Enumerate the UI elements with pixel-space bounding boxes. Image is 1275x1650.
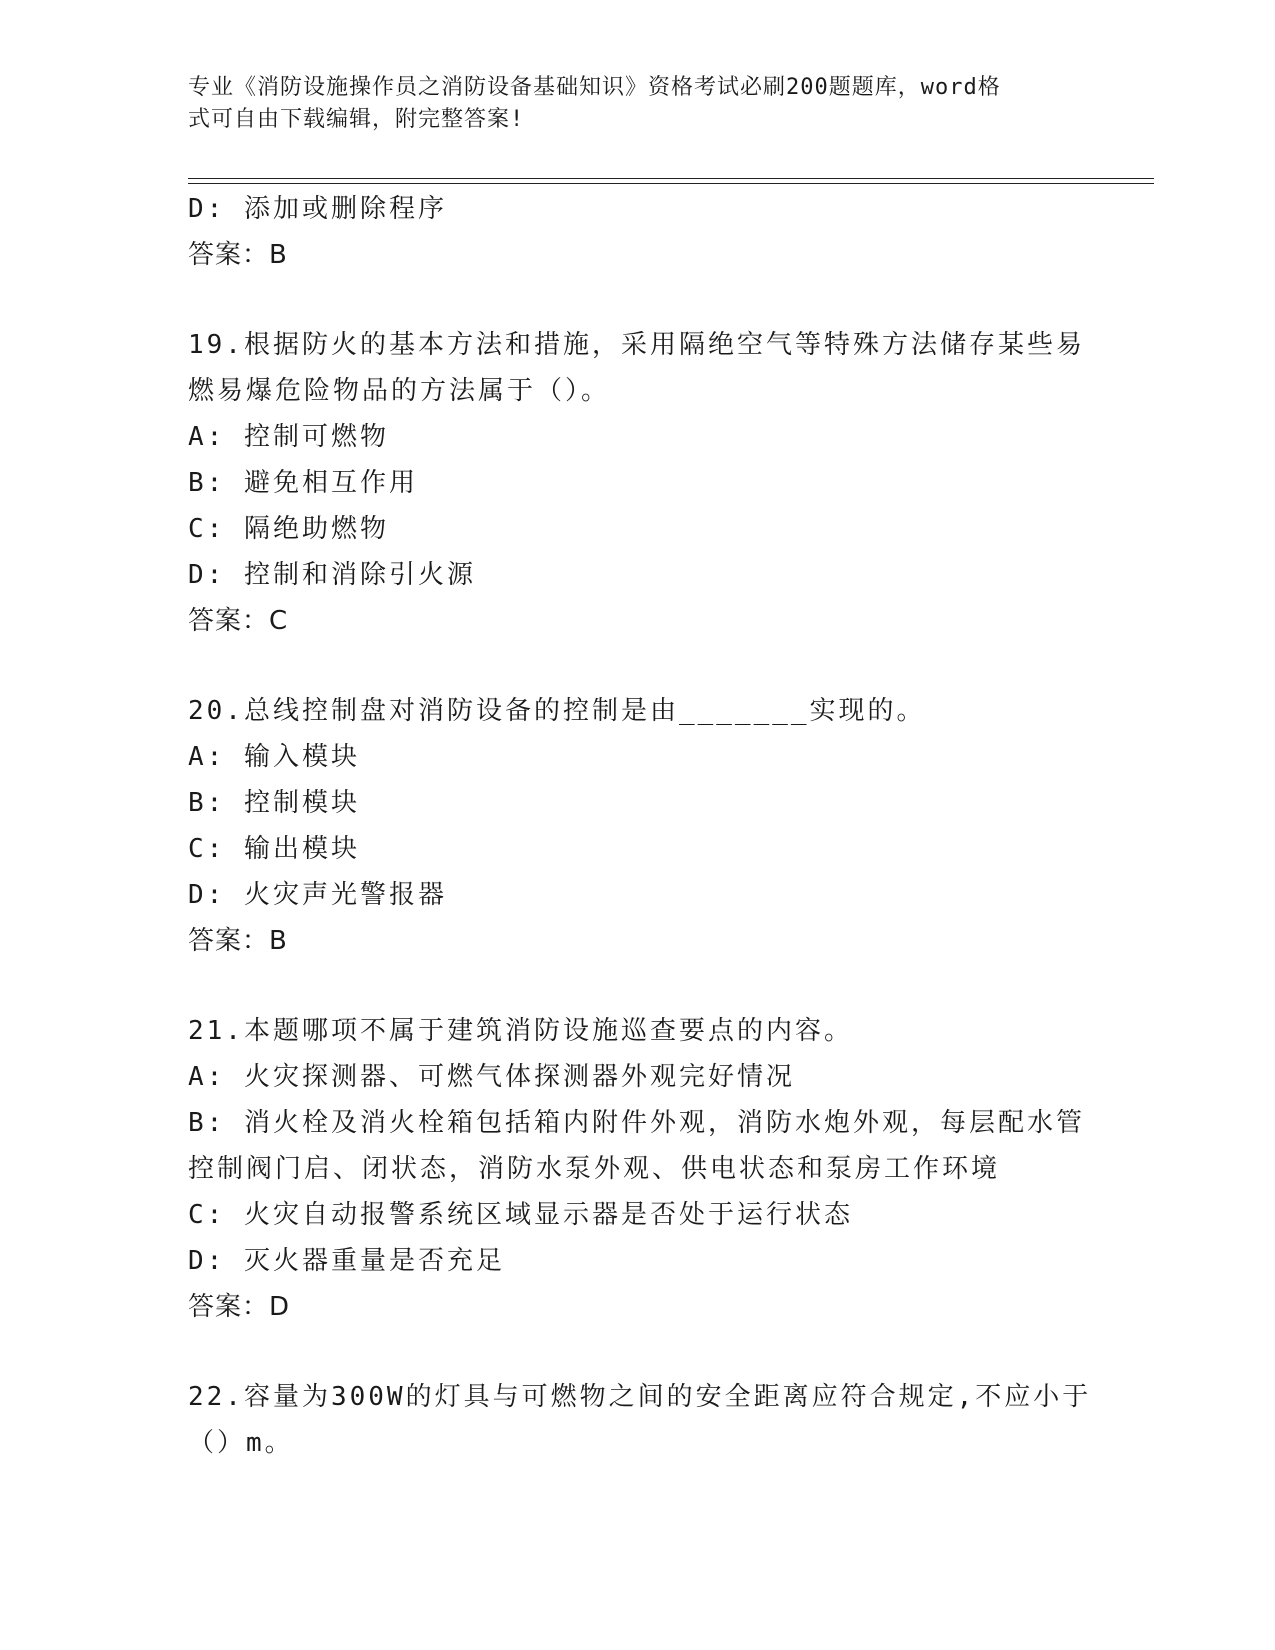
question-stem: 20.总线控制盘对消防设备的控制是由_______实现的。 [188,696,926,726]
answer: 答案：B [188,926,288,956]
question-19 [188,322,1088,644]
option-d: D: 火灾声光警报器 [188,880,447,910]
answer: 答案：B [188,240,288,270]
header-line-2: 式可自由下载编辑，附完整答案! [188,107,525,132]
option-b: B: 避免相互作用 [188,468,418,498]
question-stem: 燃易爆危险物品的方法属于（）。 [188,376,611,406]
option-b: B: 控制模块 [188,788,360,818]
question-21 [188,1008,1088,1330]
option-d: D: 添加或删除程序 [188,194,447,224]
option-a: A: 控制可燃物 [188,422,389,452]
option-c: C: 隔绝助燃物 [188,514,389,544]
question-stem: 21.本题哪项不属于建筑消防设施巡查要点的内容。 [188,1016,853,1046]
option-c: C: 火灾自动报警系统区域显示器是否处于运行状态 [188,1200,853,1230]
question-stem: 22.容量为300W的灯具与可燃物之间的安全距离应符合规定,不应小于 [188,1382,1092,1412]
question-20 [188,688,1088,964]
question-22 [188,1374,1092,1466]
answer: 答案：D [188,1292,291,1322]
document-header [188,72,1088,136]
question-stem: 19.根据防火的基本方法和措施，采用隔绝空气等特殊方法储存某些易 [188,330,1085,360]
header-divider [188,178,1154,184]
question-stem: （）m。 [188,1428,294,1458]
option-b: B: 消火栓及消火栓箱包括箱内附件外观，消防水炮外观，每层配水管 [188,1108,1085,1138]
option-d: D: 控制和消除引火源 [188,560,476,590]
option-b-continued: 控制阀门启、闭状态，消防水泵外观、供电状态和泵房工作环境 [188,1154,1001,1184]
question-18-tail [188,186,1088,278]
question-list [188,186,1092,1466]
option-c: C: 输出模块 [188,834,360,864]
option-a: A: 火灾探测器、可燃气体探测器外观完好情况 [188,1062,795,1092]
answer: 答案：C [188,606,289,636]
option-a: A: 输入模块 [188,742,360,772]
header-line-1: 专业《消防设施操作员之消防设备基础知识》资格考试必刷200题题库，word格 [188,75,1001,100]
option-d: D: 灭火器重量是否充足 [188,1246,505,1276]
